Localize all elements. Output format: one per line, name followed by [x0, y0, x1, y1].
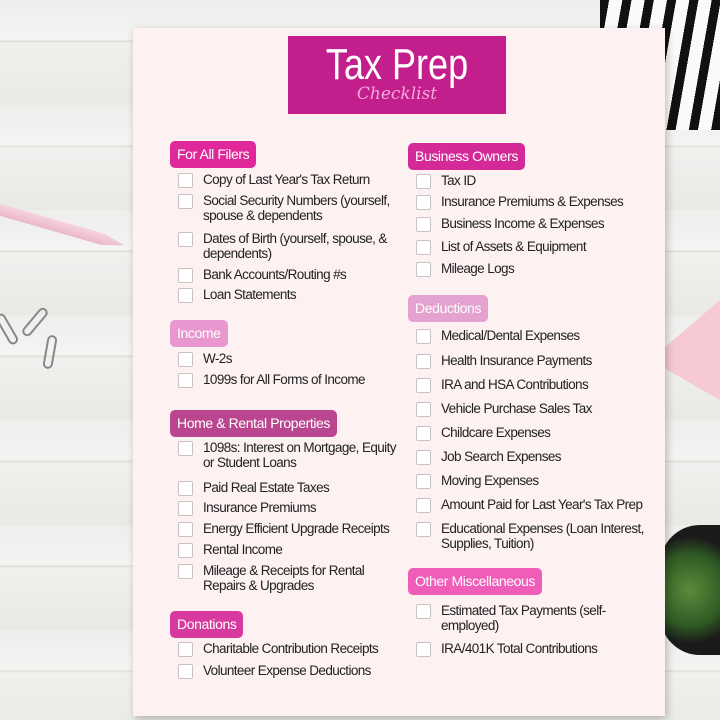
checklist-item[interactable] — [416, 261, 661, 277]
checkbox[interactable] — [416, 195, 431, 210]
checkbox[interactable] — [178, 543, 193, 558]
checklist-item-label: Childcare Expenses — [441, 425, 551, 440]
checkbox[interactable] — [416, 240, 431, 255]
section-header: Donations — [170, 611, 243, 638]
checklist-item[interactable] — [416, 216, 661, 232]
checkbox[interactable] — [416, 426, 431, 441]
checklist-item[interactable] — [416, 497, 661, 513]
checklist-item-label: Mileage Logs — [441, 261, 515, 276]
title-banner — [288, 36, 506, 114]
checklist-item-label: Copy of Last Year's Tax Return — [203, 172, 370, 187]
checkbox[interactable] — [416, 378, 431, 393]
checklist-page — [133, 28, 665, 716]
checkbox[interactable] — [178, 642, 193, 657]
checklist-item[interactable] — [416, 328, 661, 344]
checkbox[interactable] — [416, 474, 431, 489]
checklist-item-label: Moving Expenses — [441, 473, 539, 488]
checklist-item[interactable] — [178, 542, 406, 558]
checkbox[interactable] — [178, 481, 193, 496]
section-header: Home & Rental Properties — [170, 410, 337, 437]
checklist-item-label: Medical/Dental Expenses — [441, 328, 580, 343]
checkbox[interactable] — [416, 329, 431, 344]
checklist-item-label: Tax ID — [441, 173, 476, 188]
checkbox[interactable] — [416, 262, 431, 277]
checklist-item-label: Paid Real Estate Taxes — [203, 480, 330, 495]
checkbox[interactable] — [416, 498, 431, 513]
checklist-item[interactable] — [178, 287, 406, 303]
checklist-item[interactable] — [416, 473, 661, 489]
checkbox[interactable] — [416, 354, 431, 369]
checklist-item-label: List of Assets & Equipment — [441, 239, 586, 254]
checkbox[interactable] — [416, 522, 431, 537]
checklist-item-label: Social Security Numbers (yourself, spouse & dependents — [203, 193, 390, 223]
checkbox[interactable] — [178, 441, 193, 456]
checklist-item[interactable] — [416, 377, 661, 393]
checkbox[interactable] — [178, 664, 193, 679]
checklist-item[interactable] — [178, 351, 406, 367]
paper-clip — [0, 312, 20, 346]
checklist-item-label: Educational Expenses (Loan Interest, Supplies, Tuition) — [441, 521, 644, 551]
checklist-item[interactable] — [416, 521, 661, 551]
checklist-item-label: Job Search Expenses — [441, 449, 561, 464]
checklist-item[interactable] — [416, 353, 661, 369]
checklist-item[interactable] — [178, 663, 406, 679]
paper-clip — [42, 334, 58, 369]
checklist-item[interactable] — [178, 267, 406, 283]
checkbox[interactable] — [178, 522, 193, 537]
plant — [660, 525, 720, 655]
checklist-item-label: Insurance Premiums & Expenses — [441, 194, 624, 209]
checklist-item-label: 1099s for All Forms of Income — [203, 372, 365, 387]
checklist-item[interactable] — [416, 173, 661, 189]
checklist-item[interactable] — [416, 194, 661, 210]
checklist-item[interactable] — [416, 603, 661, 633]
section-header: Business Owners — [408, 143, 525, 170]
checkbox[interactable] — [416, 450, 431, 465]
checkbox[interactable] — [178, 352, 193, 367]
checklist-item-label: Energy Efficient Upgrade Receipts — [203, 521, 390, 536]
checklist-item-label: Insurance Premiums — [203, 500, 316, 515]
checkbox[interactable] — [178, 173, 193, 188]
checklist-item-label: Business Income & Expenses — [441, 216, 604, 231]
checklist-item-label: Vehicle Purchase Sales Tax — [441, 401, 592, 416]
checklist-item[interactable] — [178, 500, 406, 516]
page-subtitle: Checklist — [356, 84, 438, 104]
section-header: For All Filers — [170, 141, 256, 168]
section-header: Other Miscellaneous — [408, 568, 542, 595]
checklist-item-label: Amount Paid for Last Year's Tax Prep — [441, 497, 643, 512]
checkbox[interactable] — [178, 373, 193, 388]
checklist-item[interactable] — [178, 372, 406, 388]
checkbox[interactable] — [416, 642, 431, 657]
checklist-item-label: Charitable Contribution Receipts — [203, 641, 379, 656]
checkbox[interactable] — [178, 268, 193, 283]
checklist-item-label: Mileage & Receipts for Rental Repairs & Upgrades — [203, 563, 365, 593]
checklist-item[interactable] — [416, 401, 661, 417]
checklist-item-label: IRA and HSA Contributions — [441, 377, 589, 392]
checkbox[interactable] — [178, 501, 193, 516]
checklist-item-label: Loan Statements — [203, 287, 297, 302]
checklist-item[interactable] — [178, 193, 406, 223]
checklist-item[interactable] — [416, 449, 661, 465]
checklist-item-label: 1098s: Interest on Mortgage, Equity or Student Loans — [203, 440, 396, 470]
checklist-item[interactable] — [178, 521, 406, 537]
checkbox[interactable] — [178, 194, 193, 209]
checklist-item[interactable] — [178, 440, 406, 470]
checkbox[interactable] — [416, 604, 431, 619]
section-header: Deductions — [408, 295, 488, 322]
checkbox[interactable] — [178, 232, 193, 247]
checklist-item-label: Estimated Tax Payments (self-employed) — [441, 603, 606, 633]
section-header: Income — [170, 320, 228, 347]
checklist-item[interactable] — [416, 239, 661, 255]
checkbox[interactable] — [416, 174, 431, 189]
checkbox[interactable] — [416, 402, 431, 417]
checklist-item-label: Health Insurance Payments — [441, 353, 592, 368]
checklist-item-label: Bank Accounts/Routing #s — [203, 267, 347, 282]
paper-clip — [20, 306, 50, 338]
checklist-item[interactable] — [178, 563, 406, 593]
checkbox[interactable] — [178, 564, 193, 579]
checklist-item[interactable] — [178, 480, 406, 496]
checkbox[interactable] — [416, 217, 431, 232]
checklist-item-label: IRA/401K Total Contributions — [441, 641, 598, 656]
checkbox[interactable] — [178, 288, 193, 303]
page-title: Tax Prep — [325, 40, 469, 89]
checklist-item[interactable] — [178, 641, 406, 657]
checklist-item-label: Dates of Birth (yourself, spouse, & dependents) — [203, 231, 387, 261]
checklist-item[interactable] — [416, 641, 661, 657]
checklist-item-label: W-2s — [203, 351, 232, 366]
checklist-item[interactable] — [178, 172, 406, 188]
pencil — [0, 198, 126, 251]
checklist-item-label: Rental Income — [203, 542, 283, 557]
checklist-item[interactable] — [178, 231, 406, 261]
checklist-item[interactable] — [416, 425, 661, 441]
checklist-item-label: Volunteer Expense Deductions — [203, 663, 371, 678]
